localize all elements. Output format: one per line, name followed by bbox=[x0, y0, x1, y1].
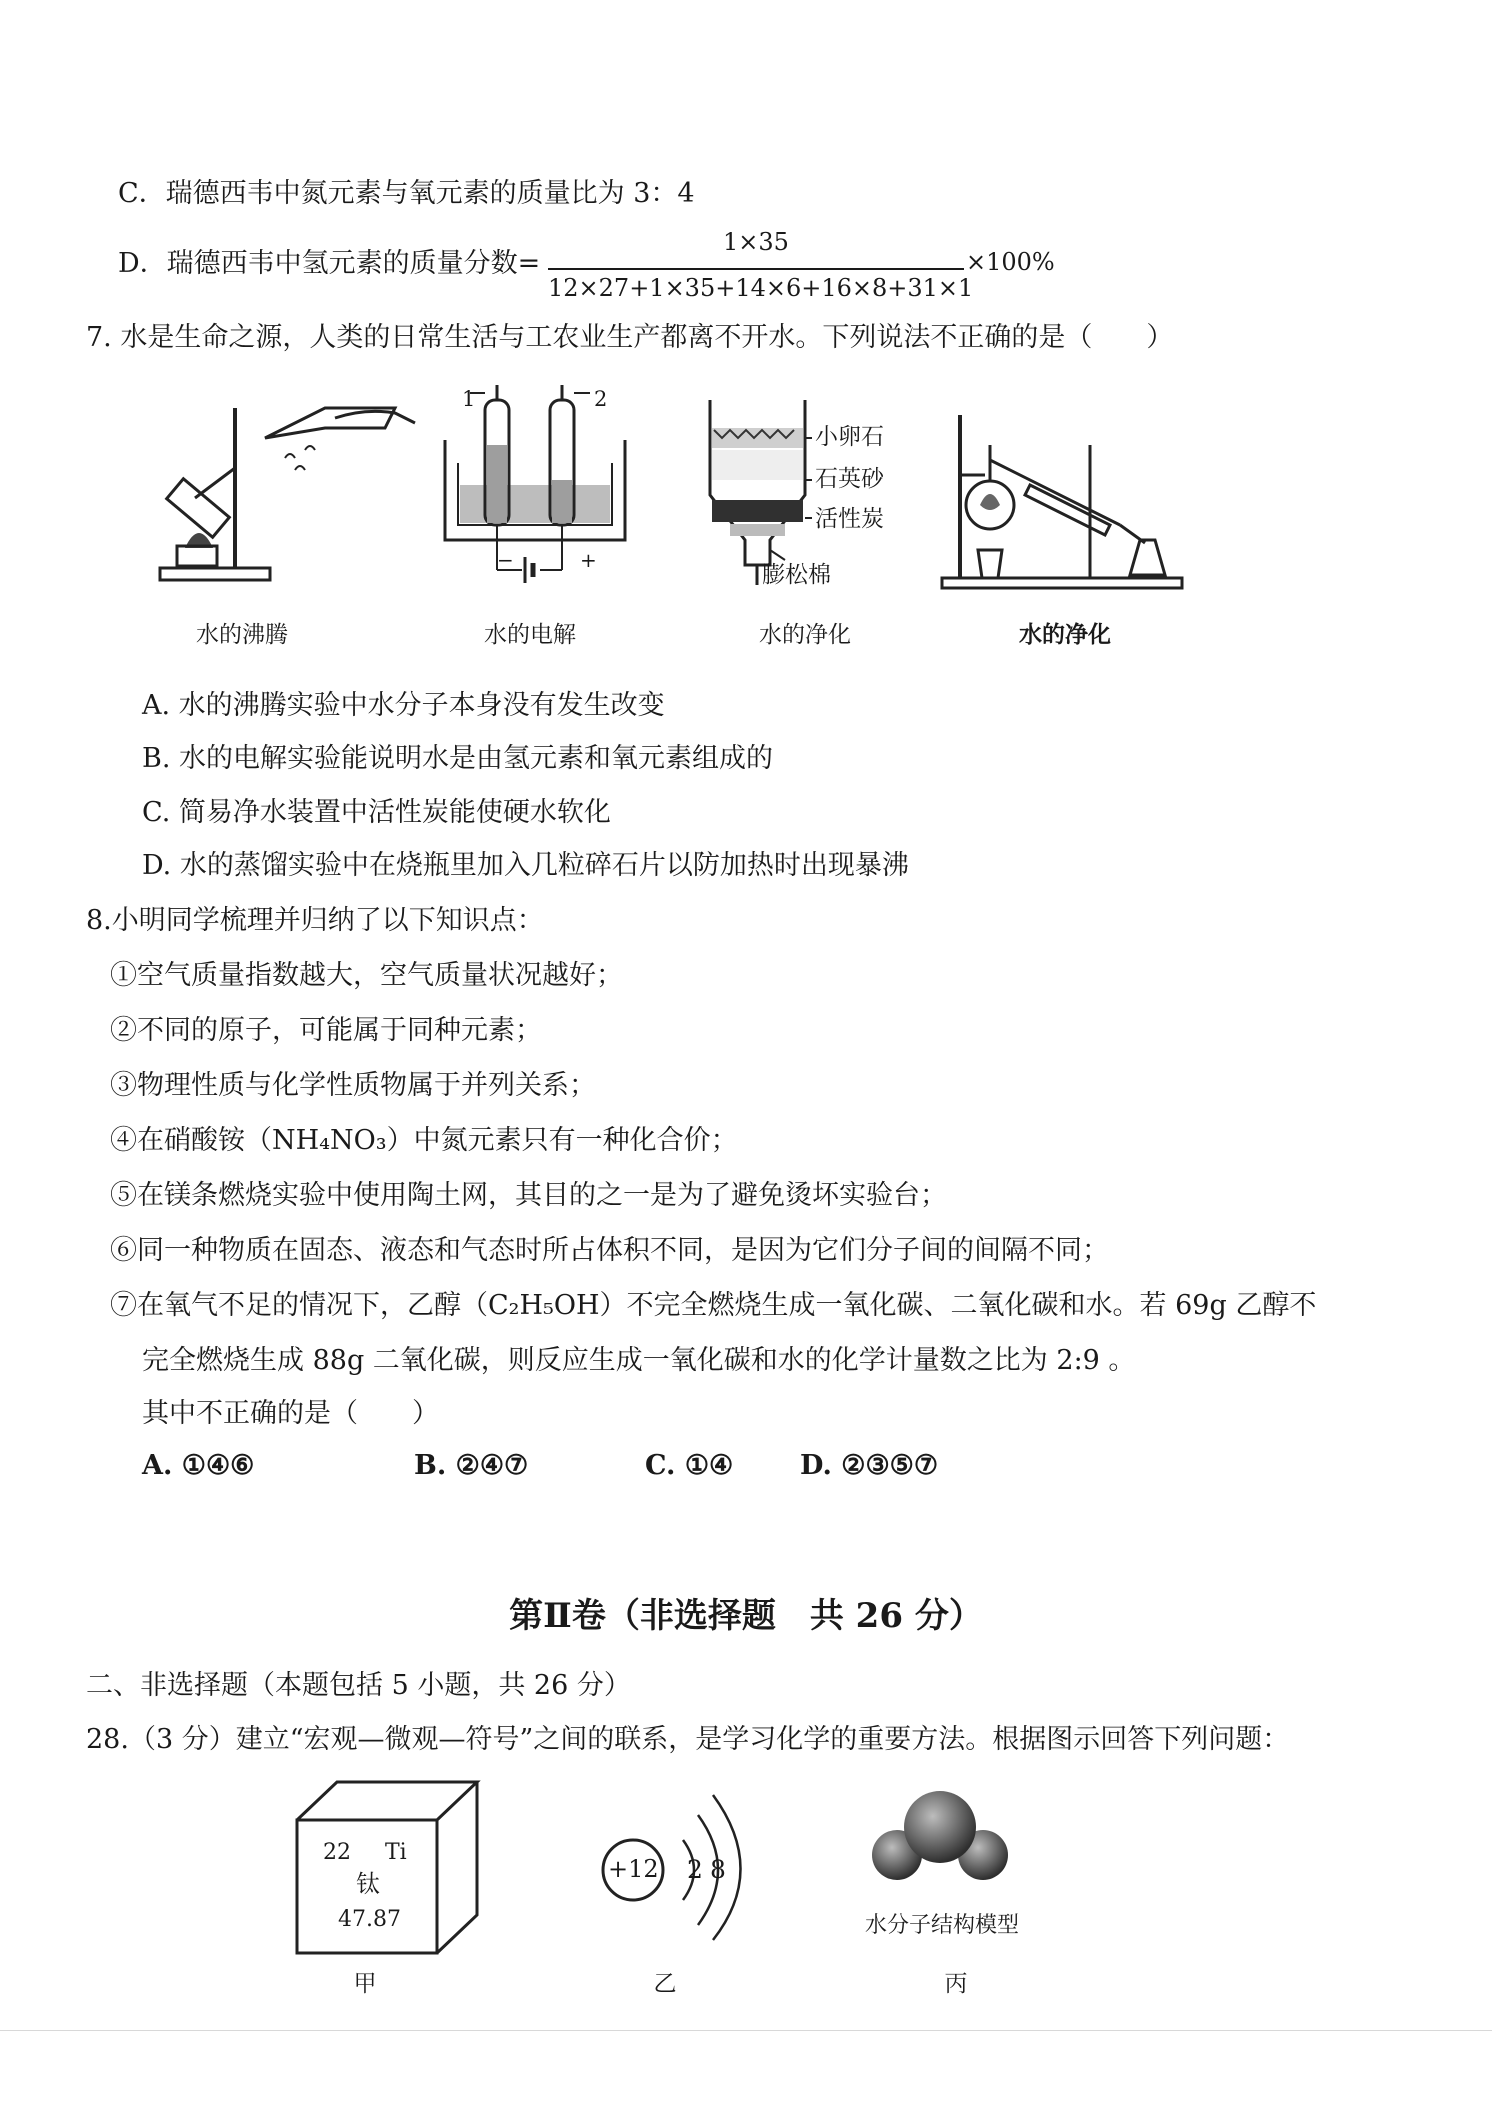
caption-boiling: 水的沸腾 bbox=[196, 622, 288, 648]
element-number: 22 bbox=[323, 1840, 351, 1865]
q6-fraction bbox=[548, 228, 974, 318]
q8-item-3: ③物理性质与化学性质物属于并列关系； bbox=[110, 1070, 596, 1101]
battery-plus: + bbox=[580, 548, 597, 572]
filter-label-sand: 石英砂 bbox=[815, 466, 884, 492]
q7-stem: 7. 水是生命之源，人类的日常生活与工农业生产都离不开水。下列说法不正确的是（ ） bbox=[86, 322, 1174, 353]
electrode-label-1: 1 bbox=[462, 387, 476, 411]
caption-yi: 乙 bbox=[653, 1971, 677, 1997]
nucleus-charge: +12 bbox=[608, 1855, 659, 1883]
q8-item-4: ④在硝酸铵（NH₄NO₃）中氮元素只有一种化合价； bbox=[110, 1125, 738, 1156]
caption-jia: 甲 bbox=[353, 1971, 377, 1997]
element-name: 钛 bbox=[356, 1870, 380, 1898]
q8-item-7-cont: 完全燃烧生成 88g 二氧化碳，则反应生成一氧化碳和水的化学计量数之比为 2:9 。 bbox=[142, 1345, 1136, 1376]
q8-item-2: ②不同的原子，可能属于同种元素； bbox=[110, 1015, 542, 1046]
q8-option-c: C. ①④ bbox=[645, 1450, 734, 1481]
q8-item-6: ⑥同一种物质在固态、液态和气态时所占体积不同，是因为它们分子间的间隔不同； bbox=[110, 1235, 1109, 1266]
q7-option-d: D. 水的蒸馏实验中在烧瓶里加入几粒碎石片以防加热时出现暴沸 bbox=[142, 850, 909, 881]
fraction-numerator: 1×35 bbox=[723, 228, 789, 256]
element-mass: 47.87 bbox=[338, 1907, 401, 1932]
electrolysis-apparatus-figure bbox=[440, 385, 630, 585]
caption-electrolysis: 水的电解 bbox=[484, 622, 576, 648]
q7-option-a: A. 水的沸腾实验中水分子本身没有发生改变 bbox=[142, 690, 665, 721]
electron-shell-2: 8 bbox=[710, 1855, 726, 1884]
electrode-label-2: 2 bbox=[594, 387, 608, 411]
caption-filter: 水的净化 bbox=[759, 622, 851, 648]
q8-question: 其中不正确的是（ ） bbox=[142, 1398, 439, 1429]
fraction-bar bbox=[548, 268, 964, 270]
boiling-apparatus-figure bbox=[155, 378, 425, 588]
q8-option-a: A. ①④⑥ bbox=[142, 1450, 255, 1481]
fraction-denominator: 12×27+1×35+14×6+16×8+31×1 bbox=[548, 274, 974, 302]
battery-minus: − bbox=[497, 548, 514, 572]
water-model-caption: 水分子结构模型 bbox=[865, 1913, 1020, 1938]
page-bottom-edge bbox=[0, 2030, 1492, 2031]
caption-distillation: 水的净化 bbox=[1019, 621, 1111, 648]
element-symbol: Ti bbox=[385, 1840, 407, 1865]
q8-item-7: ⑦在氧气不足的情况下，乙醇（C₂H₅OH）不完全燃烧生成一氧化碳、二氧化碳和水。若 69g 乙醇不 bbox=[110, 1290, 1317, 1321]
q8-item-1: ①空气质量指数越大，空气质量状况越好； bbox=[110, 960, 623, 991]
water-molecule-model bbox=[865, 1785, 1015, 1895]
q7-option-c: C. 简易净水装置中活性炭能使硬水软化 bbox=[142, 797, 611, 828]
q8-item-5: ⑤在镁条燃烧实验中使用陶土网，其目的之一是为了避免烫坏实验台； bbox=[110, 1180, 947, 1211]
q8-stem: 8.小明同学梳理并归纳了以下知识点： bbox=[86, 905, 544, 936]
water-filter-figure bbox=[700, 400, 815, 585]
q8-option-b: B. ②④⑦ bbox=[414, 1450, 529, 1481]
q28-stem: 28.（3 分）建立“宏观—微观—符号”之间的联系，是学习化学的重要方法。根据图示回答下列问题： bbox=[86, 1724, 1290, 1755]
filter-label-cotton: 膨松棉 bbox=[762, 562, 831, 588]
q8-option-d: D. ②③⑤⑦ bbox=[800, 1450, 939, 1481]
distillation-apparatus-figure bbox=[940, 415, 1190, 590]
caption-bing: 丙 bbox=[944, 1971, 968, 1997]
filter-label-carbon: 活性炭 bbox=[815, 506, 884, 532]
electron-shell-1: 2 bbox=[687, 1855, 703, 1884]
q6-option-d: D．瑞德西韦中氢元素的质量分数= bbox=[118, 248, 541, 279]
part2-section: 二、非选择题（本题包括 5 小题，共 26 分） bbox=[86, 1670, 631, 1701]
q6-option-c: C．瑞德西韦中氮元素与氧元素的质量比为 3：4 bbox=[118, 178, 695, 209]
part2-title: 第Ⅱ卷（非选择题 共 26 分） bbox=[509, 1596, 983, 1636]
q6-fraction-suffix: ×100% bbox=[966, 248, 1055, 276]
filter-label-pebble: 小卵石 bbox=[815, 424, 884, 450]
q7-option-b: B. 水的电解实验能说明水是由氢元素和氧元素组成的 bbox=[142, 743, 774, 774]
